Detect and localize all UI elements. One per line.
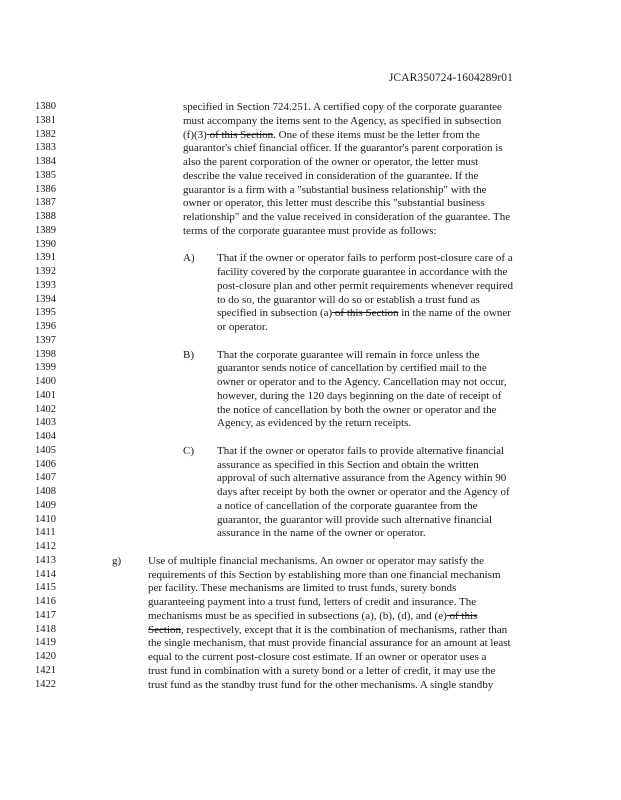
line-number: 1388: [35, 211, 56, 222]
line-text: [217, 526, 426, 540]
line-number: 1406: [35, 458, 56, 470]
line-text: [217, 265, 507, 279]
document-line: [0, 375, 621, 389]
line-number: 1399: [35, 362, 56, 374]
line-number: 1418: [35, 623, 56, 635]
document-line: [0, 320, 621, 334]
line-number: 1397: [35, 334, 56, 346]
line-number: 1407: [35, 472, 56, 484]
document-line: [0, 513, 621, 527]
document-line: [0, 389, 621, 403]
line-number: 1382: [35, 128, 56, 140]
document-line: [0, 128, 621, 142]
text-segment: owner or operator and to the Agency. Cancellation may not occur,: [217, 376, 507, 388]
line-number: 1395: [35, 307, 56, 319]
text-segment: describe the value received in consideration of the guarantee. If the: [183, 169, 479, 182]
document-line: [0, 114, 621, 128]
document-line: [0, 540, 621, 554]
document-line: [0, 403, 621, 417]
line-text: [217, 499, 478, 513]
line-text: [217, 416, 411, 430]
document-line: [0, 361, 621, 375]
line-text: [183, 114, 501, 128]
document-line: [0, 636, 621, 650]
struck-text: of this Section: [332, 307, 399, 320]
document-line: [0, 444, 621, 458]
line-number: 1398: [35, 348, 56, 360]
line-number: 1396: [35, 321, 56, 332]
line-number: 1400: [35, 376, 56, 387]
text-segment: That the corporate guarantee will remain in force unless the: [217, 348, 480, 361]
line-text: [217, 458, 479, 472]
line-text: [217, 306, 511, 320]
line-number: 1385: [35, 169, 56, 181]
text-segment: the single mechanism, that must provide financial assurance for an amount at least: [148, 637, 511, 650]
line-number: 1405: [35, 444, 56, 456]
text-segment: in the name of the owner: [398, 307, 511, 320]
line-number: 1410: [35, 513, 56, 525]
line-text: [148, 664, 495, 678]
line-text: [217, 320, 268, 334]
line-number: 1383: [35, 142, 56, 154]
line-text: [183, 128, 480, 142]
text-segment: Use of multiple financial mechanisms. An owner or operator may satisfy the: [148, 554, 485, 567]
line-number: 1401: [35, 389, 56, 401]
line-text: [183, 183, 486, 197]
line-number: 1419: [35, 637, 56, 649]
text-segment: (f)(3): [183, 128, 207, 141]
list-marker: g): [112, 554, 122, 567]
list-marker: A): [183, 252, 195, 265]
document-line: [0, 609, 621, 623]
text-segment: That if the owner or operator fails to provide alternative financial: [217, 444, 505, 457]
text-segment: requirements of this Section by establishing more than one financial mechanism: [148, 568, 501, 581]
line-text: [217, 375, 507, 389]
list-marker: B): [183, 348, 194, 361]
list-marker: C): [183, 444, 194, 457]
line-text: [217, 403, 496, 417]
document-line: [0, 196, 621, 210]
line-text: [183, 224, 437, 238]
text-segment: trust fund in combination with a surety bond or a letter of credit, it may use the: [148, 664, 496, 677]
line-text: [217, 361, 487, 375]
line-number: 1412: [35, 541, 56, 552]
line-text: [217, 444, 504, 458]
line-number: 1420: [35, 651, 56, 662]
text-segment: owner or operator, this letter must describe this "substantial business: [183, 197, 485, 210]
text-segment: facility covered by the corporate guarantee in accordance with the: [217, 266, 508, 278]
document-line: [0, 265, 621, 279]
document-line: [0, 293, 621, 307]
line-number: 1413: [35, 554, 56, 566]
line-number: 1408: [35, 486, 56, 497]
line-text: [148, 678, 493, 692]
line-number: 1393: [35, 279, 56, 291]
line-number: 1380: [35, 101, 56, 112]
text-segment: guarantor is a firm with a "substantial business relationship" with the: [183, 183, 487, 196]
line-number: 1404: [35, 431, 56, 442]
line-number: 1421: [35, 664, 56, 676]
line-number: 1403: [35, 417, 56, 429]
struck-text: of this: [446, 609, 478, 622]
line-text: [183, 210, 510, 224]
text-segment: days after receipt by both the owner or operator and the Agency of: [217, 486, 510, 498]
line-number: 1415: [35, 582, 56, 594]
document-line: [0, 155, 621, 169]
text-segment: per facility. These mechanisms are limited to trust funds, surety bonds: [148, 582, 457, 595]
text-segment: to do so, the guarantor will do so or establish a trust fund as: [217, 293, 480, 306]
line-text: [148, 581, 456, 595]
document-line: [0, 458, 621, 472]
line-text: [217, 348, 479, 362]
text-segment: terms of the corporate guarantee must provide as follows:: [183, 224, 437, 237]
line-number: 1389: [35, 224, 56, 236]
line-text: [148, 568, 501, 582]
document-line: [0, 224, 621, 238]
line-text: [148, 650, 486, 664]
line-number: 1387: [35, 197, 56, 209]
text-segment: post-closure plan and other permit requirements whenever required: [217, 279, 513, 292]
document-line: [0, 306, 621, 320]
line-text: [183, 100, 502, 114]
line-text: [148, 623, 507, 637]
document-id-header: JCAR350724-1604289r01: [388, 72, 513, 84]
text-segment: Agency, as evidenced by the return receipts.: [217, 417, 412, 430]
document-line: [0, 499, 621, 513]
document-line: [0, 526, 621, 540]
line-text: [183, 196, 485, 210]
text-segment: specified in Section 724.251. A certified copy of the corporate guarantee: [183, 101, 502, 113]
document-line: [0, 554, 621, 568]
line-text: [217, 389, 501, 403]
line-text: [217, 251, 513, 265]
line-number: 1384: [35, 156, 56, 167]
document-line: [0, 183, 621, 197]
line-text: [217, 293, 480, 307]
text-segment: guarantor, the guarantor will provide such alternative financial: [217, 513, 493, 526]
document-line: [0, 678, 621, 692]
text-segment: equal to the current post-closure cost estimate. If an owner or operator uses a: [148, 651, 487, 663]
document-line: [0, 279, 621, 293]
line-number: 1422: [35, 678, 56, 690]
line-text: [217, 471, 506, 485]
text-segment: trust fund as the standby trust fund for the other mechanisms. A single standby: [148, 678, 494, 691]
text-segment: guarantor's chief financial officer. If the guarantor's parent corporation is: [183, 142, 503, 155]
line-number: 1381: [35, 114, 56, 126]
text-segment: assurance in the name of the owner or operator.: [217, 527, 426, 540]
text-segment: That if the owner or operator fails to perform post-closure care of a: [217, 252, 513, 265]
document-line: [0, 581, 621, 595]
document-line: [0, 568, 621, 582]
line-text: [183, 155, 478, 169]
line-text: [217, 485, 510, 499]
document-line: [0, 169, 621, 183]
struck-text: Section: [148, 623, 181, 636]
line-number: 1411: [35, 527, 56, 539]
line-text: [148, 554, 484, 568]
text-segment: . One of these items must be the letter from the: [273, 128, 480, 141]
text-segment: specified in subsection (a): [217, 307, 333, 320]
document-line: [0, 664, 621, 678]
line-text: [217, 513, 492, 527]
line-text: [148, 636, 511, 650]
line-text: [183, 169, 478, 183]
document-line: [0, 348, 621, 362]
line-number: 1390: [35, 238, 56, 250]
text-segment: guarantor sends notice of cancellation by certified mail to the: [217, 362, 487, 375]
line-text: [183, 141, 503, 155]
text-segment: relationship" and the value received in consideration of the guarantee. The: [183, 211, 511, 223]
line-number: 1394: [35, 293, 56, 305]
text-segment: , respectively, except that it is the combination of mechanisms, rather than: [181, 623, 508, 636]
line-text: [217, 279, 513, 293]
line-number: 1402: [35, 403, 56, 415]
text-segment: guaranteeing payment into a trust fund, letters of credit and insurance. The: [148, 596, 477, 608]
document-line: [0, 334, 621, 348]
document-line: [0, 650, 621, 664]
text-segment: mechanisms must be as specified in subsections (a), (b), (d), and (e): [148, 609, 447, 622]
document-line: [0, 238, 621, 252]
text-segment: assurance as specified in this Section and obtain the written: [217, 458, 479, 471]
text-segment: however, during the 120 days beginning on the date of receipt of: [217, 389, 502, 402]
text-segment: or operator.: [217, 321, 268, 333]
text-segment: a notice of cancellation of the corporate guarantee from the: [217, 499, 478, 512]
text-segment: also the parent corporation of the owner or operator, the letter must: [183, 156, 479, 168]
document-line: [0, 251, 621, 265]
document-line: [0, 623, 621, 637]
line-number: 1391: [35, 252, 56, 264]
line-number: 1417: [35, 609, 56, 621]
document-line: [0, 471, 621, 485]
text-segment: must accompany the items sent to the Agency, as specified in subsection: [183, 114, 502, 127]
document-line: [0, 100, 621, 114]
struck-text: of this Section: [206, 128, 274, 141]
document-line: [0, 595, 621, 609]
line-text: [148, 595, 476, 609]
text-segment: approval of such alternative assurance from the Agency within 90: [217, 472, 507, 485]
document-line: [0, 485, 621, 499]
text-segment: the notice of cancellation by both the owner or operator and the: [217, 403, 497, 416]
document-line: [0, 210, 621, 224]
line-number: 1416: [35, 596, 56, 607]
document-line: [0, 430, 621, 444]
line-number: 1409: [35, 499, 56, 511]
line-number: 1386: [35, 183, 56, 195]
line-number: 1414: [35, 568, 56, 580]
document-line: [0, 141, 621, 155]
document-line: [0, 416, 621, 430]
line-text: [148, 609, 477, 623]
line-number: 1392: [35, 266, 56, 277]
